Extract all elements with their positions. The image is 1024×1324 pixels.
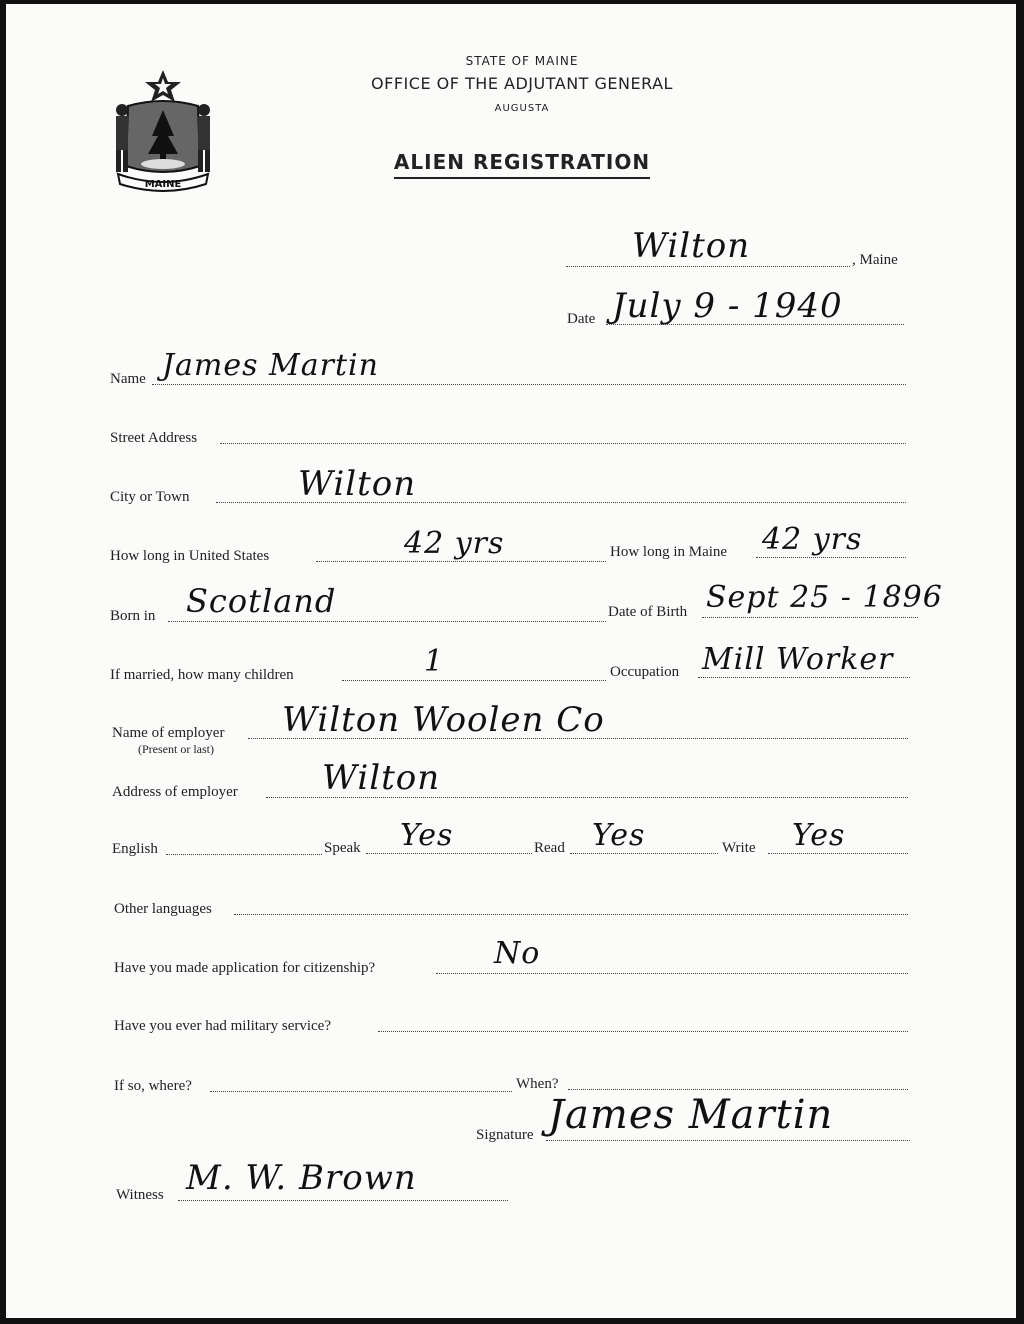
write-line [768, 853, 908, 854]
military-label: Have you ever had military service? [114, 1018, 331, 1034]
name-value: James Martin [162, 348, 379, 383]
children-value: 1 [424, 644, 445, 679]
occupation-label: Occupation [610, 664, 680, 680]
dob-value: Sept 25 - 1896 [706, 580, 943, 615]
maine-long-line [756, 557, 906, 558]
witness-value: M. W. Brown [186, 1158, 417, 1198]
us-label: How long in United States [110, 548, 270, 564]
speak-line [366, 853, 532, 854]
maine-long-value: 42 yrs [762, 522, 863, 557]
dob-line [702, 617, 918, 618]
when-line [568, 1089, 908, 1090]
read-value: Yes [592, 818, 646, 853]
seal-maine-text: MAINE [144, 179, 182, 190]
witness-label: Witness [116, 1187, 164, 1203]
born-label: Born in [110, 608, 156, 624]
read-label: Read [534, 840, 565, 856]
occupation-line [698, 677, 910, 678]
scan-border-bottom [0, 1318, 1024, 1324]
employer-address-label: Address of employer [112, 784, 238, 800]
occupation-value: Mill Worker [702, 642, 894, 677]
street-line [220, 443, 906, 444]
maine-long-label: How long in Maine [610, 544, 728, 560]
us-line [316, 561, 606, 562]
employer-value: Wilton Woolen Co [282, 700, 605, 740]
citizenship-value: No [494, 936, 541, 971]
street-label: Street Address [110, 430, 198, 446]
write-value: Yes [792, 818, 846, 853]
dob-label: Date of Birth [608, 604, 688, 620]
maine-label: , Maine [852, 252, 898, 268]
form-title: ALIEN REGISTRATION [10, 150, 1024, 174]
signature-line [546, 1140, 910, 1141]
born-line [168, 621, 606, 622]
english-label: English [112, 841, 158, 857]
town-value: Wilton [632, 226, 751, 266]
scan-border-right [1016, 0, 1024, 1324]
town-line [566, 266, 850, 267]
scan-border-top [0, 0, 1024, 4]
where-label: If so, where? [114, 1078, 192, 1094]
city-label: City or Town [110, 489, 190, 505]
when-label: When? [516, 1076, 559, 1092]
date-label: Date [567, 311, 596, 327]
office-heading: OFFICE OF THE ADJUTANT GENERAL [371, 74, 673, 93]
citizenship-label: Have you made application for citizenship? [114, 960, 376, 976]
signature-value: James Martin [548, 1092, 834, 1138]
speak-value: Yes [400, 818, 454, 853]
date-value: July 9 - 1940 [612, 286, 843, 326]
citizenship-line [436, 973, 908, 974]
speak-label: Speak [324, 840, 361, 856]
married-line [342, 680, 606, 681]
city-heading: AUGUSTA [494, 103, 550, 114]
witness-line [178, 1200, 508, 1201]
employer-address-value: Wilton [322, 758, 441, 798]
employer-label: Name of employer [112, 725, 225, 741]
name-line [152, 384, 906, 385]
write-label: Write [722, 840, 756, 856]
us-value: 42 yrs [404, 526, 505, 561]
name-label: Name [110, 371, 146, 387]
scan-border-left [0, 0, 6, 1324]
other-languages-label: Other languages [114, 901, 212, 917]
signature-label: Signature [476, 1127, 534, 1143]
employer-note: (Present or last) [138, 742, 214, 756]
where-line [210, 1091, 512, 1092]
read-line [570, 853, 718, 854]
married-label: If married, how many children [110, 667, 294, 683]
state-heading: STATE OF MAINE [465, 54, 579, 68]
born-value: Scotland [186, 582, 337, 620]
other-languages-line [234, 914, 908, 915]
english-line [166, 854, 322, 855]
city-value: Wilton [298, 464, 417, 504]
military-line [378, 1031, 908, 1032]
